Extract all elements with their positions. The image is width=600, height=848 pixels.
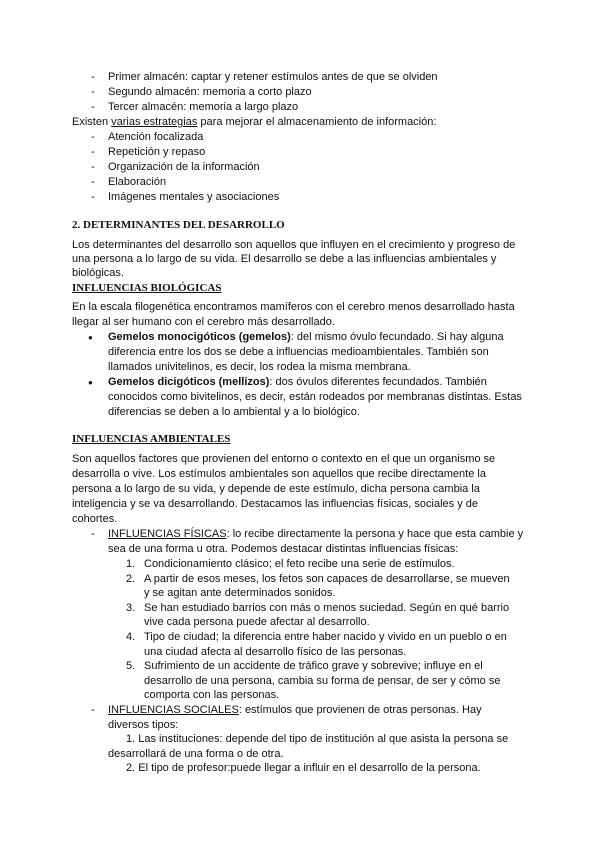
item-text: : lo recibe directamente la persona y hace que esta cambie y: [226, 528, 524, 540]
paragraph-line: Los determinantes del desarrollo son aquellos que influyen en el crecimiento y progreso de: [72, 239, 516, 251]
list-item-text: Elaboración: [108, 176, 167, 188]
item-line: y se agitan ante determinados sonidos.: [144, 587, 336, 600]
dash-bullet: -: [91, 528, 95, 540]
item-text: : estímulos que provienen de otras personas. Hay: [238, 703, 482, 716]
bullet-item: [72, 330, 600, 375]
dash-bullet: -: [91, 71, 95, 83]
list-item-text: Imágenes mentales y asociaciones: [108, 191, 280, 203]
item-line: [108, 703, 600, 718]
list-item: [72, 70, 600, 85]
bullet-line: conocidos como bivitelinos, es decir, están rodeados por membranas distintas. Estas: [108, 391, 522, 403]
dash-bullet: -: [91, 131, 95, 143]
list-item: [72, 145, 600, 160]
numbered-item: [72, 572, 600, 601]
bullet-line: [108, 375, 600, 390]
list-item: [72, 100, 600, 115]
bullet-line: diferencia entre los dos se debe a influencias medioambientales. También son: [108, 346, 489, 358]
paragraph-line: Son aquellos factores que provienen del entorno o contexto en el que un organismo se: [72, 453, 496, 465]
intro-text: para mejorar el almacenamiento de información:: [197, 116, 437, 128]
paragraph-line: cohortes.: [72, 513, 118, 525]
dot-bullet: ●: [88, 333, 93, 342]
dash-bullet: -: [91, 191, 95, 203]
dash-bullet: -: [91, 101, 95, 113]
list-item: [72, 130, 600, 145]
item-line: sea de una forma u otra. Podemos destacar distintas influencias físicas:: [108, 543, 459, 555]
bullet-term: Gemelos dicigóticos (mellizos): [108, 376, 270, 388]
numbered-item: [72, 557, 600, 572]
paragraph-line: inteligencia y se va desarrollando. Destacamos las influencias físicas, sociales y de: [72, 498, 478, 510]
paragraph-line: llegar al ser humano con el cerebro más desarrollado.: [72, 316, 335, 328]
item-number: 5.: [126, 660, 136, 673]
numbered-item: [72, 630, 600, 659]
intro-text: Existen: [72, 116, 112, 128]
paragraph: [72, 238, 600, 280]
dash-bullet: -: [91, 161, 95, 173]
bullet-text: : dos óvulos diferentes fecundados. También: [269, 376, 487, 388]
estrategias-list: [72, 130, 600, 205]
list-item: [72, 190, 600, 205]
list-item-text: Primer almacén: captar y retener estímulos antes de que se olviden: [108, 71, 438, 83]
numbered-item: [72, 601, 600, 630]
sociales-item: [72, 703, 600, 776]
paragraph-line: biológicas.: [72, 267, 124, 279]
paragraph-line: persona a lo largo de su vida, y depende de este estímulo, dicha persona cambia la: [72, 483, 480, 495]
bullet-line: llamados univitelinos, es decir, los rodea la misma membrana.: [108, 361, 411, 373]
item-line: Tipo de ciudad; la diferencia entre haber nacido y vivido en un pueblo o en: [144, 630, 507, 643]
bullet-term: Gemelos monocigóticos (gemelos): [108, 331, 291, 343]
item-line: Se han estudiado barrios con más o menos suciedad. Según en qué barrio: [144, 601, 510, 614]
fisicas-item: [72, 527, 600, 557]
item-line: una ciudad afecta al desarrollo físico de las personas.: [144, 645, 407, 658]
item-number: 3.: [126, 601, 136, 614]
item-line: [108, 527, 600, 542]
bullet-item: [72, 375, 600, 420]
paragraph: [72, 300, 600, 330]
item-line: Sufrimiento de un accidente de tráfico grave y sobrevive; influye en el: [144, 660, 483, 673]
paragraph-line: desarrolla o vive. Los estímulos ambientales son aquellos que recibe directamente la: [72, 468, 486, 480]
list-item: [72, 175, 600, 190]
subsection-heading: INFLUENCIAS BIOLÓGICAS: [72, 282, 222, 294]
dash-bullet: -: [91, 86, 95, 98]
list-item-text: Atención focalizada: [108, 131, 204, 143]
bullet-text: : del mismo óvulo fecundado. Si hay alguna: [290, 331, 504, 343]
bullet-line: diferencias se deben a lo ambiental y a lo biológico.: [108, 406, 360, 418]
dot-bullet: ●: [88, 378, 93, 387]
subsection-heading: INFLUENCIAS AMBIENTALES: [72, 433, 231, 445]
estrategias-intro: [72, 115, 600, 130]
list-item: [72, 85, 600, 100]
sociales-subitem: [108, 732, 600, 761]
list-item-text: Organización de la información: [108, 161, 260, 173]
subitem-line: 1. Las instituciones: depende del tipo de institución al que asista la persona se: [126, 733, 509, 746]
subitem-line: desarrollará de una forma o de otra.: [108, 747, 284, 760]
intro-underlined-text: varias estrategias: [111, 116, 198, 128]
item-line: A partir de esos meses, los fetos son capaces de desarrollarse, se mueven: [144, 572, 510, 585]
section-heading: 2. DETERMINANTES DEL DESARROLLO: [72, 219, 285, 231]
item-term: INFLUENCIAS SOCIALES: [108, 703, 239, 716]
list-item-text: Segundo almacén: memoria a corto plazo: [108, 86, 312, 98]
sociales-subitem: [108, 761, 600, 776]
dash-bullet: -: [91, 176, 95, 188]
dash-bullet: -: [91, 146, 95, 158]
item-number: 4.: [126, 630, 136, 643]
item-line: desarrollo de una persona, cambia su forma de pensar, de ser y cómo se: [144, 674, 501, 687]
fisicas-numbered-list: [72, 557, 600, 703]
subitem-line: 2. El tipo de profesor:puede llegar a influir en el desarrollo de la persona.: [126, 762, 481, 775]
list-item: [72, 160, 600, 175]
list-item-text: Repetición y repaso: [108, 146, 206, 158]
numbered-item: [72, 659, 600, 703]
item-term: INFLUENCIAS FÍSICAS: [108, 528, 227, 540]
paragraph: [72, 452, 600, 527]
item-number: 1.: [126, 558, 136, 570]
bullet-line: [108, 330, 600, 345]
paragraph-line: En la escala filogenética encontramos mamíferos con el cerebro menos desarrollado hasta: [72, 301, 515, 313]
item-line: diversos tipos:: [108, 718, 179, 731]
item-line: comporta con las personas.: [144, 689, 280, 702]
dash-bullet: -: [91, 703, 95, 716]
item-number: 2.: [126, 572, 136, 585]
item-line: Condicionamiento clásico; el feto recibe una serie de estímulos.: [144, 558, 455, 570]
paragraph-line: una persona a lo largo de su vida. El desarrollo se debe a las influencias ambientales y: [72, 253, 497, 265]
list-item-text: Tercer almacén: memoria a largo plazo: [108, 101, 299, 113]
almacenes-list: [72, 70, 600, 115]
item-line: vive cada persona puede afectar al desarrollo.: [144, 616, 370, 629]
